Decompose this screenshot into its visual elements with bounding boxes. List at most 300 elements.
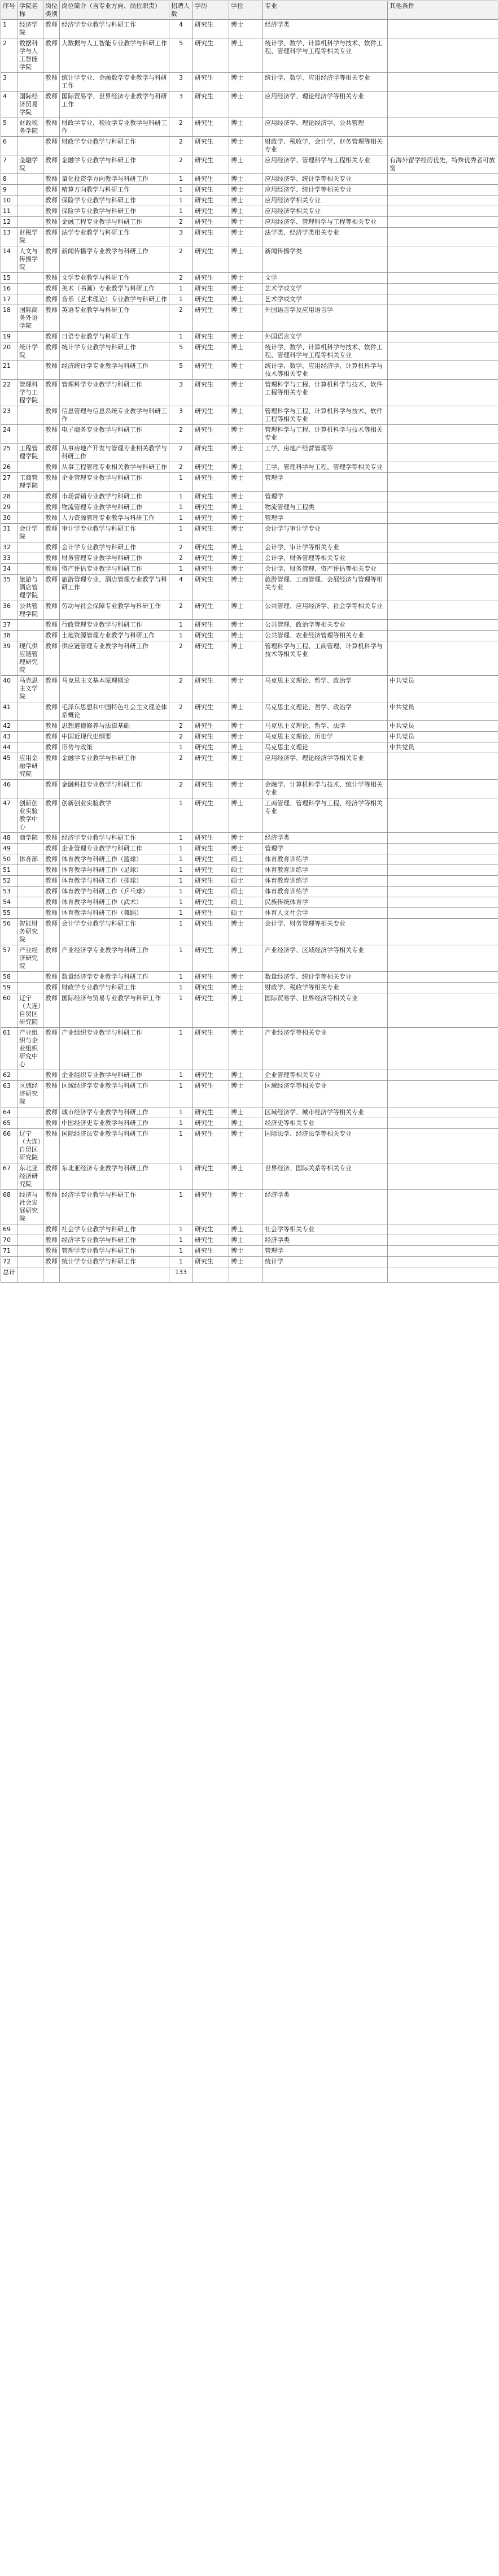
table-row (1, 444, 498, 462)
count-cell: 1 (169, 1070, 193, 1081)
category-cell: 教师 (43, 575, 60, 601)
table-row (1, 524, 498, 542)
count-cell: 2 (169, 641, 193, 676)
table-row (1, 1028, 498, 1070)
college-cell (17, 897, 43, 908)
college-cell: 管理科学与工程学院 (17, 380, 43, 406)
college-cell (17, 185, 43, 196)
count-cell: 5 (169, 342, 193, 361)
college-cell (17, 273, 43, 284)
major-cell: 国际贸易学、世界经济等相关专业 (263, 993, 388, 1028)
degree-cell: 博士 (229, 945, 263, 972)
other-cell (388, 1118, 498, 1129)
education-cell: 研究生 (193, 972, 229, 983)
category-cell: 教师 (43, 38, 60, 73)
college-cell (17, 513, 43, 524)
table-row (1, 742, 498, 753)
count-cell: 2 (169, 217, 193, 228)
table-row (1, 462, 498, 473)
count-cell: 5 (169, 361, 193, 380)
education-cell: 研究生 (193, 20, 229, 38)
category-cell: 教师 (43, 206, 60, 217)
other-cell (388, 73, 498, 92)
category-cell: 教师 (43, 542, 60, 553)
category-cell: 教师 (43, 1070, 60, 1081)
other-cell (388, 1163, 498, 1190)
degree-cell: 博士 (229, 492, 263, 502)
degree-cell: 博士 (229, 20, 263, 38)
description-cell: 大数据与人工智能专业教学与科研工作 (60, 38, 169, 73)
count-cell: 1 (169, 564, 193, 575)
seq-cell: 1 (1, 20, 17, 38)
college-cell (17, 702, 43, 721)
degree-cell: 硕士 (229, 897, 263, 908)
seq-cell: 37 (1, 620, 17, 631)
degree-cell: 博士 (229, 174, 263, 185)
degree-cell: 博士 (229, 983, 263, 993)
table-row (1, 876, 498, 887)
seq-cell: 11 (1, 206, 17, 217)
other-cell (388, 502, 498, 513)
other-cell (388, 1028, 498, 1070)
description-cell: 经济学专业教学与科研工作 (60, 1190, 169, 1224)
seq-cell: 55 (1, 908, 17, 919)
college-cell: 马克思主义学院 (17, 676, 43, 702)
major-cell: 体育教育训练学 (263, 854, 388, 865)
description-cell: 财务管理专业教学与科研工作 (60, 553, 169, 564)
category-cell: 教师 (43, 284, 60, 294)
count-cell: 1 (169, 1190, 193, 1224)
seq-cell: 2 (1, 38, 17, 73)
description-cell: 形势与政策 (60, 742, 169, 753)
seq-cell: 32 (1, 542, 17, 553)
degree-cell: 博士 (229, 564, 263, 575)
total-empty (43, 1267, 60, 1283)
category-cell: 教师 (43, 1235, 60, 1246)
count-cell: 1 (169, 1028, 193, 1070)
major-cell: 应用经济学、理论经济学等相关专业 (263, 753, 388, 780)
other-cell (388, 38, 498, 73)
major-cell: 公共管理、应用经济学、社会学等相关专业 (263, 601, 388, 620)
total-empty (60, 1267, 169, 1283)
college-cell (17, 332, 43, 342)
count-cell: 1 (169, 897, 193, 908)
category-cell: 教师 (43, 1129, 60, 1163)
seq-cell: 13 (1, 228, 17, 246)
other-cell (388, 553, 498, 564)
education-cell: 研究生 (193, 983, 229, 993)
other-cell (388, 833, 498, 844)
college-cell (17, 1246, 43, 1257)
major-cell: 外国语言学及应用语言学 (263, 305, 388, 332)
other-cell (388, 798, 498, 833)
category-cell: 教师 (43, 444, 60, 462)
college-cell: 人文与传播学院 (17, 246, 43, 273)
seq-cell: 29 (1, 502, 17, 513)
degree-cell: 博士 (229, 1246, 263, 1257)
description-cell: 审计学专业教学与科研工作 (60, 524, 169, 542)
count-cell: 2 (169, 305, 193, 332)
seq-cell: 49 (1, 844, 17, 854)
degree-cell: 博士 (229, 1081, 263, 1107)
college-cell (17, 502, 43, 513)
education-cell: 研究生 (193, 753, 229, 780)
college-cell: 创新创业实验教学中心 (17, 798, 43, 833)
category-cell: 教师 (43, 502, 60, 513)
major-cell: 企业管理等相关专业 (263, 1070, 388, 1081)
education-cell: 研究生 (193, 1118, 229, 1129)
category-cell: 教师 (43, 342, 60, 361)
college-cell (17, 721, 43, 732)
degree-cell: 博士 (229, 137, 263, 155)
description-cell: 精算方向教学与科研工作 (60, 185, 169, 196)
college-cell: 现代供应链管理研究院 (17, 641, 43, 676)
major-cell: 外国语言文学 (263, 332, 388, 342)
seq-cell: 61 (1, 1028, 17, 1070)
count-cell: 2 (169, 721, 193, 732)
major-cell: 文学 (263, 273, 388, 284)
degree-cell: 博士 (229, 294, 263, 305)
count-cell: 1 (169, 865, 193, 876)
education-cell: 研究生 (193, 462, 229, 473)
other-cell (388, 444, 498, 462)
major-cell: 会计学、财务管理等相关专业 (263, 553, 388, 564)
education-cell: 研究生 (193, 380, 229, 406)
table-row (1, 92, 498, 118)
degree-cell: 博士 (229, 1070, 263, 1081)
category-cell: 教师 (43, 1107, 60, 1118)
table-row (1, 553, 498, 564)
degree-cell: 博士 (229, 1129, 263, 1163)
count-cell: 1 (169, 833, 193, 844)
count-cell: 1 (169, 945, 193, 972)
description-cell: 创新创业实验教学 (60, 798, 169, 833)
education-cell: 研究生 (193, 513, 229, 524)
college-cell: 产业组织与企业组织研究中心 (17, 1028, 43, 1070)
table-row (1, 983, 498, 993)
education-cell: 研究生 (193, 444, 229, 462)
education-cell: 研究生 (193, 92, 229, 118)
degree-cell: 博士 (229, 919, 263, 945)
description-cell: 统计学专业、金融数学专业教学与科研工作 (60, 73, 169, 92)
category-cell: 教师 (43, 155, 60, 174)
degree-cell: 博士 (229, 196, 263, 206)
degree-cell: 博士 (229, 553, 263, 564)
table-row (1, 1163, 498, 1190)
college-cell: 东北亚经济研究院 (17, 1163, 43, 1190)
table-row (1, 492, 498, 502)
total-row (1, 1267, 498, 1283)
description-cell: 人力资源管理专业教学与科研工作 (60, 513, 169, 524)
description-cell: 中国经济史专业教学与科研工作 (60, 1118, 169, 1129)
table-row (1, 641, 498, 676)
major-cell: 会计学、审计学等相关专业 (263, 542, 388, 553)
seq-cell: 65 (1, 1118, 17, 1129)
college-cell (17, 206, 43, 217)
seq-cell: 31 (1, 524, 17, 542)
category-cell: 教师 (43, 513, 60, 524)
education-cell: 研究生 (193, 919, 229, 945)
other-cell (388, 1107, 498, 1118)
degree-cell: 博士 (229, 993, 263, 1028)
college-cell: 金融学院 (17, 155, 43, 174)
other-cell (388, 865, 498, 876)
degree-cell: 博士 (229, 1190, 263, 1224)
description-cell: 英语专业教学与科研工作 (60, 305, 169, 332)
college-cell: 应用金融学研究院 (17, 753, 43, 780)
table-row (1, 273, 498, 284)
college-cell (17, 73, 43, 92)
college-cell (17, 732, 43, 742)
table-row (1, 217, 498, 228)
seq-cell: 19 (1, 332, 17, 342)
category-cell: 教师 (43, 1118, 60, 1129)
total-empty (388, 1267, 498, 1283)
table-row (1, 342, 498, 361)
degree-cell: 博士 (229, 185, 263, 196)
education-cell: 研究生 (193, 361, 229, 380)
seq-cell: 69 (1, 1224, 17, 1235)
table-row (1, 73, 498, 92)
major-cell: 经济学类 (263, 20, 388, 38)
description-cell: 从事房地产开发与管理专业相关教学与科研工作 (60, 444, 169, 462)
seq-cell: 17 (1, 294, 17, 305)
seq-cell: 58 (1, 972, 17, 983)
seq-cell: 51 (1, 865, 17, 876)
description-cell: 统计学专业教学与科研工作 (60, 342, 169, 361)
category-cell: 教师 (43, 553, 60, 564)
category-cell: 教师 (43, 945, 60, 972)
other-cell (388, 972, 498, 983)
other-cell (388, 575, 498, 601)
description-cell: 国际贸易学、世界经济专业教学与科研工作 (60, 92, 169, 118)
table-row (1, 601, 498, 620)
college-cell: 统计学院 (17, 342, 43, 361)
count-cell: 2 (169, 118, 193, 137)
degree-cell: 博士 (229, 676, 263, 702)
seq-cell: 41 (1, 702, 17, 721)
category-cell: 教师 (43, 983, 60, 993)
description-cell: 资产评估专业教学与科研工作 (60, 564, 169, 575)
description-cell: 会计学专业教学与科研工作 (60, 919, 169, 945)
major-cell: 旅游管理、工商管理、会展经济与管理等相关专业 (263, 575, 388, 601)
description-cell: 劳动与社会保障专业教学与科研工作 (60, 601, 169, 620)
degree-cell: 硕士 (229, 865, 263, 876)
college-cell: 会计学院 (17, 524, 43, 542)
count-cell: 1 (169, 798, 193, 833)
other-cell (388, 1129, 498, 1163)
description-cell: 马克思主义基本原理概论 (60, 676, 169, 702)
table-row (1, 137, 498, 155)
college-cell: 财税学院 (17, 228, 43, 246)
description-cell: 体育教学与科研工作（舞蹈） (60, 908, 169, 919)
category-cell: 教师 (43, 332, 60, 342)
other-cell (388, 1257, 498, 1267)
table-row (1, 1118, 498, 1129)
degree-cell: 博士 (229, 641, 263, 676)
seq-cell: 43 (1, 732, 17, 742)
major-cell: 管理科学与工程、计算机科学与技术、软件工程等相关专业 (263, 380, 388, 406)
degree-cell: 博士 (229, 1028, 263, 1070)
category-cell: 教师 (43, 798, 60, 833)
major-cell: 马克思主义理论、哲学、政治学 (263, 676, 388, 702)
seq-cell: 25 (1, 444, 17, 462)
count-cell: 1 (169, 854, 193, 865)
degree-cell: 博士 (229, 380, 263, 406)
degree-cell: 博士 (229, 844, 263, 854)
college-cell (17, 620, 43, 631)
table-row (1, 284, 498, 294)
major-cell: 管理学 (263, 1246, 388, 1257)
table-row (1, 897, 498, 908)
category-cell: 教师 (43, 887, 60, 897)
major-cell: 体育教育训练学 (263, 887, 388, 897)
category-cell: 教师 (43, 217, 60, 228)
education-cell: 研究生 (193, 217, 229, 228)
table-row (1, 196, 498, 206)
degree-cell: 博士 (229, 502, 263, 513)
major-cell: 应用经济学相关专业 (263, 196, 388, 206)
major-cell: 马克思主义理论 (263, 742, 388, 753)
college-cell (17, 972, 43, 983)
category-cell: 教师 (43, 1163, 60, 1190)
table-row (1, 380, 498, 406)
category-cell: 教师 (43, 897, 60, 908)
category-cell: 教师 (43, 228, 60, 246)
college-cell (17, 887, 43, 897)
college-cell: 公共管理学院 (17, 601, 43, 620)
other-cell (388, 513, 498, 524)
major-cell: 应用经济学、管理科学与工程相关专业 (263, 155, 388, 174)
other-cell (388, 919, 498, 945)
count-cell: 1 (169, 1107, 193, 1118)
major-cell: 统计学、数学、计算机科学与技术、软件工程、管理科学与工程等相关专业 (263, 342, 388, 361)
description-cell: 体育教学与科研工作（足球） (60, 865, 169, 876)
category-cell: 教师 (43, 1224, 60, 1235)
count-cell: 1 (169, 502, 193, 513)
count-cell: 2 (169, 676, 193, 702)
category-cell: 教师 (43, 742, 60, 753)
count-cell: 1 (169, 983, 193, 993)
seq-cell: 42 (1, 721, 17, 732)
education-cell: 研究生 (193, 1235, 229, 1246)
table-row (1, 361, 498, 380)
seq-cell: 52 (1, 876, 17, 887)
count-cell: 1 (169, 1081, 193, 1107)
table-row (1, 1224, 498, 1235)
category-cell: 教师 (43, 1257, 60, 1267)
description-cell: 企业组织专业教学与科研工作 (60, 1070, 169, 1081)
table-row (1, 721, 498, 732)
count-cell: 1 (169, 513, 193, 524)
degree-cell: 博士 (229, 38, 263, 73)
degree-cell: 博士 (229, 305, 263, 332)
education-cell: 研究生 (193, 833, 229, 844)
major-cell: 数量经济学、统计学等相关专业 (263, 972, 388, 983)
other-cell (388, 908, 498, 919)
seq-cell: 57 (1, 945, 17, 972)
college-cell (17, 361, 43, 380)
count-cell: 2 (169, 425, 193, 444)
college-cell (17, 631, 43, 641)
seq-cell: 23 (1, 406, 17, 425)
category-cell: 教师 (43, 1081, 60, 1107)
category-cell: 教师 (43, 361, 60, 380)
major-cell: 马克思主义理论、历史学 (263, 732, 388, 742)
major-cell: 社会学等相关专业 (263, 1224, 388, 1235)
header-major: 专业 (263, 1, 388, 20)
other-cell (388, 273, 498, 284)
table-row (1, 833, 498, 844)
category-cell: 教师 (43, 993, 60, 1028)
other-cell: 中共党员 (388, 732, 498, 742)
major-cell: 公共管理、政治学等相关专业 (263, 620, 388, 631)
category-cell: 教师 (43, 753, 60, 780)
education-cell: 研究生 (193, 174, 229, 185)
college-cell: 工商管理学院 (17, 473, 43, 492)
table-row (1, 206, 498, 217)
header-other: 其他条件 (388, 1, 498, 20)
table-row (1, 185, 498, 196)
other-cell (388, 1190, 498, 1224)
major-cell: 体育教育训练学 (263, 865, 388, 876)
education-cell: 研究生 (193, 854, 229, 865)
description-cell: 会计学专业教学与科研工作 (60, 542, 169, 553)
other-cell (388, 137, 498, 155)
table-row (1, 118, 498, 137)
education-cell: 研究生 (193, 342, 229, 361)
other-cell (388, 844, 498, 854)
major-cell: 民族传统体育学 (263, 897, 388, 908)
major-cell: 产业经济学、区域经济学等相关专业 (263, 945, 388, 972)
description-cell: 经济统计学专业教学与科研工作 (60, 361, 169, 380)
education-cell: 研究生 (193, 798, 229, 833)
education-cell: 研究生 (193, 1107, 229, 1118)
degree-cell: 博士 (229, 332, 263, 342)
description-cell: 国际经济与贸易专业教学与科研工作 (60, 993, 169, 1028)
other-cell (388, 342, 498, 361)
table-row (1, 1070, 498, 1081)
seq-cell: 71 (1, 1246, 17, 1257)
college-cell (17, 284, 43, 294)
degree-cell: 博士 (229, 601, 263, 620)
seq-cell: 64 (1, 1107, 17, 1118)
count-cell: 1 (169, 742, 193, 753)
major-cell: 管理学 (263, 492, 388, 502)
description-cell: 体育教学与科研工作（篮球） (60, 854, 169, 865)
category-cell: 教师 (43, 908, 60, 919)
major-cell: 统计学 (263, 1257, 388, 1267)
other-cell: 中共党员 (388, 721, 498, 732)
education-cell: 研究生 (193, 118, 229, 137)
category-cell: 教师 (43, 972, 60, 983)
category-cell: 教师 (43, 854, 60, 865)
description-cell: 管理科学专业教学与科研工作 (60, 380, 169, 406)
education-cell: 研究生 (193, 332, 229, 342)
count-cell: 2 (169, 780, 193, 798)
table-row (1, 1190, 498, 1224)
education-cell: 研究生 (193, 246, 229, 273)
degree-cell: 博士 (229, 462, 263, 473)
college-cell: 国际经济贸易学院 (17, 92, 43, 118)
college-cell (17, 294, 43, 305)
major-cell: 财政学、税收学、会计学、财务管理等相关专业 (263, 137, 388, 155)
college-cell (17, 492, 43, 502)
college-cell: 产业经济研究院 (17, 945, 43, 972)
description-cell: 区域经济学专业教学与科研工作 (60, 1081, 169, 1107)
table-row (1, 1129, 498, 1163)
description-cell: 土地资源管理专业教学与科研工作 (60, 631, 169, 641)
